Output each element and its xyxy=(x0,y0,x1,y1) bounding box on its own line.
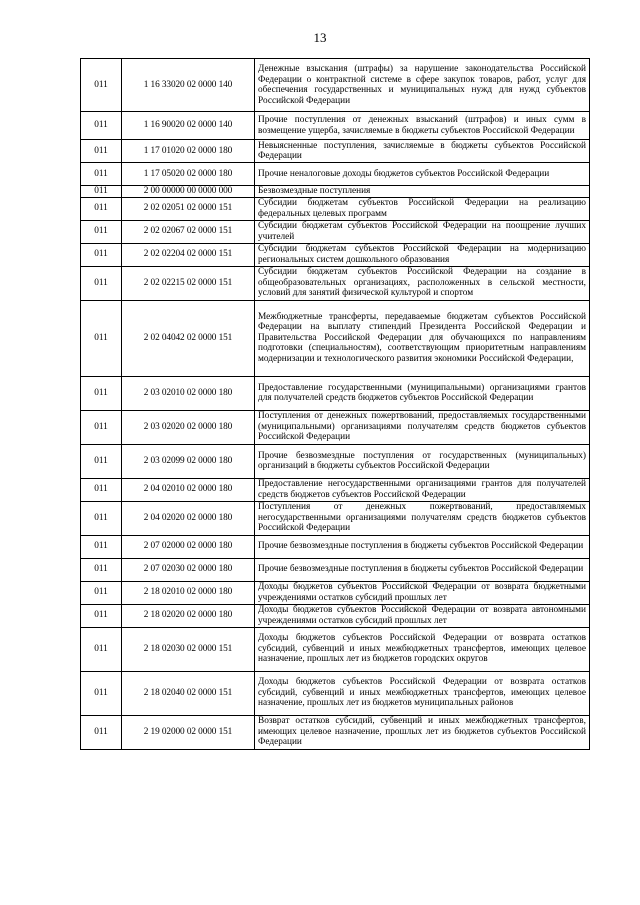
table-row xyxy=(81,604,590,627)
admin-code-cell: 011 xyxy=(81,604,122,627)
revenue-code-cell: 1 17 01020 02 0000 180 xyxy=(122,140,255,163)
table-row xyxy=(81,478,590,501)
table-row xyxy=(81,140,590,163)
table-row xyxy=(81,671,590,715)
admin-code-cell: 011 xyxy=(81,627,122,671)
revenue-code-cell: 2 03 02010 02 0000 180 xyxy=(122,376,255,410)
table-row xyxy=(81,627,590,671)
table-row xyxy=(81,112,590,140)
revenue-name-cell: Денежные взыскания (штрафы) за нарушение законодательства Российской Федерации о контрактной системе в сфере закупок товаров, работ, услуг для обеспечения государственных и муниципальных нужд для нужд субъектов Российской Федерации xyxy=(255,59,590,112)
revenue-code-cell: 2 07 02030 02 0000 180 xyxy=(122,558,255,581)
admin-code-cell: 011 xyxy=(81,535,122,558)
admin-code-cell: 011 xyxy=(81,243,122,266)
revenue-code-cell: 2 02 02051 02 0000 151 xyxy=(122,197,255,220)
table-row xyxy=(81,444,590,478)
revenue-name-cell: Прочие поступления от денежных взысканий (штрафов) и иных сумм в возмещение ущерба, зачисляемые в бюджеты субъектов Российской Федерации xyxy=(255,112,590,140)
admin-code-cell: 011 xyxy=(81,410,122,444)
table-row xyxy=(81,581,590,604)
revenue-code-cell: 2 07 02000 02 0000 180 xyxy=(122,535,255,558)
revenue-code-cell: 2 18 02030 02 0000 151 xyxy=(122,627,255,671)
revenue-name-cell: Невыясненные поступления, зачисляемые в бюджеты субъектов Российской Федерации xyxy=(255,140,590,163)
table-row xyxy=(81,266,590,300)
revenue-name-cell: Прочие безвозмездные поступления в бюджеты субъектов Российской Федерации xyxy=(255,558,590,581)
revenue-name-cell: Возврат остатков субсидий, субвенций и иных межбюджетных трансфертов, имеющих целевое назначение, прошлых лет из бюджетов субъектов Российской Федерации xyxy=(255,715,590,749)
admin-code-cell: 011 xyxy=(81,163,122,186)
revenue-name-cell: Доходы бюджетов субъектов Российской Федерации от возврата автономными учреждениями остатков субсидий прошлых лет xyxy=(255,604,590,627)
revenue-code-cell: 1 16 33020 02 0000 140 xyxy=(122,59,255,112)
admin-code-cell: 011 xyxy=(81,501,122,535)
table-row xyxy=(81,715,590,749)
table-row xyxy=(81,197,590,220)
admin-code-cell: 011 xyxy=(81,220,122,243)
table-row xyxy=(81,535,590,558)
revenue-name-cell: Субсидии бюджетам субъектов Российской Федерации на создание в общеобразовательных организациях, расположенных в сельской местности, условий для занятий физической культурой и спортом xyxy=(255,266,590,300)
revenue-code-cell: 2 02 04042 02 0000 151 xyxy=(122,300,255,376)
table-row xyxy=(81,243,590,266)
revenue-name-cell: Доходы бюджетов субъектов Российской Федерации от возврата остатков субсидий, субвенций и иных межбюджетных трансфертов, имеющих целевое назначение, прошлых лет из бюджетов городских округов xyxy=(255,627,590,671)
revenue-code-cell: 1 17 05020 02 0000 180 xyxy=(122,163,255,186)
table-row xyxy=(81,300,590,376)
revenue-code-cell: 2 00 00000 00 0000 000 xyxy=(122,186,255,198)
admin-code-cell: 011 xyxy=(81,112,122,140)
admin-code-cell: 011 xyxy=(81,197,122,220)
revenue-code-cell: 1 16 90020 02 0000 140 xyxy=(122,112,255,140)
revenue-code-cell: 2 18 02010 02 0000 180 xyxy=(122,581,255,604)
revenue-name-cell: Предоставление государственными (муниципальными) организациями грантов для получателей средств бюджетов субъектов Российской Федерации xyxy=(255,376,590,410)
revenue-name-cell: Прочие безвозмездные поступления от государственных (муниципальных) организаций в бюджеты субъектов Российской Федерации xyxy=(255,444,590,478)
admin-code-cell: 011 xyxy=(81,558,122,581)
revenue-name-cell: Поступления от денежных пожертвований, предоставляемых государственными (муниципальными) организациями получателям средств бюджетов субъектов Российской Федерации xyxy=(255,410,590,444)
table-body xyxy=(81,59,590,750)
revenue-code-cell: 2 02 02067 02 0000 151 xyxy=(122,220,255,243)
table-row xyxy=(81,59,590,112)
table-row xyxy=(81,220,590,243)
admin-code-cell: 011 xyxy=(81,266,122,300)
revenue-name-cell: Прочие неналоговые доходы бюджетов субъектов Российской Федерации xyxy=(255,163,590,186)
table-row xyxy=(81,186,590,198)
admin-code-cell: 011 xyxy=(81,715,122,749)
revenue-name-cell: Безвозмездные поступления xyxy=(255,186,590,198)
revenue-code-cell: 2 03 02099 02 0000 180 xyxy=(122,444,255,478)
table-row xyxy=(81,558,590,581)
admin-code-cell: 011 xyxy=(81,444,122,478)
revenue-code-cell: 2 04 02010 02 0000 180 xyxy=(122,478,255,501)
revenue-name-cell: Поступления от денежных пожертвований, предоставляемых негосударственными организациями получателям средств бюджетов субъектов Российской Федерации xyxy=(255,501,590,535)
revenue-code-cell: 2 18 02020 02 0000 180 xyxy=(122,604,255,627)
page-number: 13 xyxy=(313,30,327,45)
revenue-code-cell: 2 19 02000 02 0000 151 xyxy=(122,715,255,749)
revenue-codes-table xyxy=(80,58,590,750)
revenue-name-cell: Субсидии бюджетам субъектов Российской Федерации на модернизацию региональных систем дошкольного образования xyxy=(255,243,590,266)
revenue-name-cell: Субсидии бюджетам субъектов Российской Федерации на поощрение лучших учителей xyxy=(255,220,590,243)
revenue-code-cell: 2 02 02204 02 0000 151 xyxy=(122,243,255,266)
admin-code-cell: 011 xyxy=(81,186,122,198)
admin-code-cell: 011 xyxy=(81,376,122,410)
revenue-name-cell: Межбюджетные трансферты, передаваемые бюджетам субъектов Российской Федерации на выплату стипендий Президента Российской Федерации и Правительства Российской Федерации для обучающихся по направлениям подготовки (специальностям), соответствующим приоритетным направлениям модернизации и технологического развития экономики Российской Федерации, xyxy=(255,300,590,376)
revenue-code-cell: 2 04 02020 02 0000 180 xyxy=(122,501,255,535)
table-row xyxy=(81,376,590,410)
admin-code-cell: 011 xyxy=(81,581,122,604)
revenue-code-cell: 2 03 02020 02 0000 180 xyxy=(122,410,255,444)
table-row xyxy=(81,163,590,186)
admin-code-cell: 011 xyxy=(81,671,122,715)
admin-code-cell: 011 xyxy=(81,59,122,112)
admin-code-cell: 011 xyxy=(81,478,122,501)
revenue-code-cell: 2 02 02215 02 0000 151 xyxy=(122,266,255,300)
revenue-name-cell: Доходы бюджетов субъектов Российской Федерации от возврата остатков субсидий, субвенций и иных межбюджетных трансфертов, имеющих целевое назначение, прошлых лет из бюджетов муниципальных районов xyxy=(255,671,590,715)
revenue-code-cell: 2 18 02040 02 0000 151 xyxy=(122,671,255,715)
revenue-name-cell: Предоставление негосударственными организациями грантов для получателей средств бюджетов субъектов Российской Федерации xyxy=(255,478,590,501)
table-row xyxy=(81,501,590,535)
admin-code-cell: 011 xyxy=(81,300,122,376)
admin-code-cell: 011 xyxy=(81,140,122,163)
revenue-name-cell: Прочие безвозмездные поступления в бюджеты субъектов Российской Федерации xyxy=(255,535,590,558)
revenue-name-cell: Доходы бюджетов субъектов Российской Федерации от возврата бюджетными учреждениями остатков субсидий прошлых лет xyxy=(255,581,590,604)
table-row xyxy=(81,410,590,444)
revenue-name-cell: Субсидии бюджетам субъектов Российской Федерации на реализацию федеральных целевых программ xyxy=(255,197,590,220)
